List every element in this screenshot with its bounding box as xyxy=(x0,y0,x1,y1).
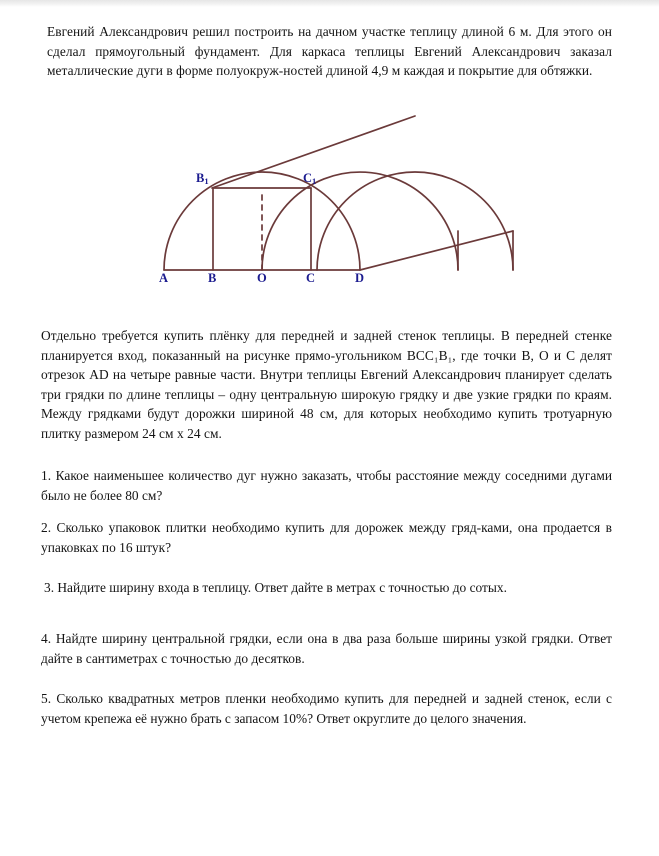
point-label-a: A xyxy=(159,271,169,285)
question-4: 4. Найдте ширину центральной грядки, если она в два раза больше ширины узкой грядки. Ответ дайте в сантиметрах с точностью до десятков. xyxy=(41,631,612,666)
point-label-c1 xyxy=(303,172,316,186)
question-1: 1. Какое наименьшее количество дуг нужно заказать, чтобы расстояние между соседними дугами было не более 80 см? xyxy=(41,468,612,503)
point-label-b1-sub: 1 xyxy=(204,176,209,186)
question-5: 5. Сколько квадратных метров пленки необходимо купить для передней и задней стенок, если с учетом крепежа её нужно брать с запасом 10%? Ответ округлите до целого значения. xyxy=(41,691,612,726)
intro-paragraph: Евгений Александрович решил построить на дачном участке теплицу длиной 6 м. Для этого он сделал прямоугольный фундамент. Для каркаса теплицы Евгений Александрович заказал металлические дуги в форме полуокруж-ностей длиной 4,9 м каждая и покрытие для обтяжки. xyxy=(47,24,612,79)
greenhouse-svg xyxy=(0,100,659,300)
question-2: 2. Сколько упаковок плитки необходимо купить для дорожек между гряд-ками, она продается в упаковках по 16 штук? xyxy=(41,520,612,555)
point-label-c: C xyxy=(306,271,316,285)
point-label-c1-main: C xyxy=(303,171,313,185)
point-label-d: D xyxy=(355,271,365,285)
question-3: 3. Найдите ширину входа в теплицу. Ответ дайте в метрах с точностью до сотых. xyxy=(44,580,507,595)
middle-arch-path xyxy=(262,172,458,270)
point-label-c1-sub: 1 xyxy=(312,176,317,186)
floor-edge-right xyxy=(360,231,513,270)
point-label-o: O xyxy=(257,271,267,285)
point-label-b: B xyxy=(208,271,217,285)
second-paragraph: Отдельно требуется купить плёнку для передней и задней стенок теплицы. В передней стенке планируется вход, показанный на рисунке прямо-угольником BCC₁B₁, где точки B, O и C делят отрезок AD на четыре равные части. Внутри теплицы Евгений Александрович планирует сделать три грядки по длине теплицы – одну центральную широкую грядку и две узкие грядки по краям. Между грядками будут дорожки шириной 48 см, для которых необходимо купить тротуарную плитку размером 24 см x 24 см. xyxy=(41,328,612,441)
point-label-b1-main: B xyxy=(196,171,205,185)
greenhouse-figure xyxy=(0,100,659,300)
point-label-b1 xyxy=(196,172,209,186)
